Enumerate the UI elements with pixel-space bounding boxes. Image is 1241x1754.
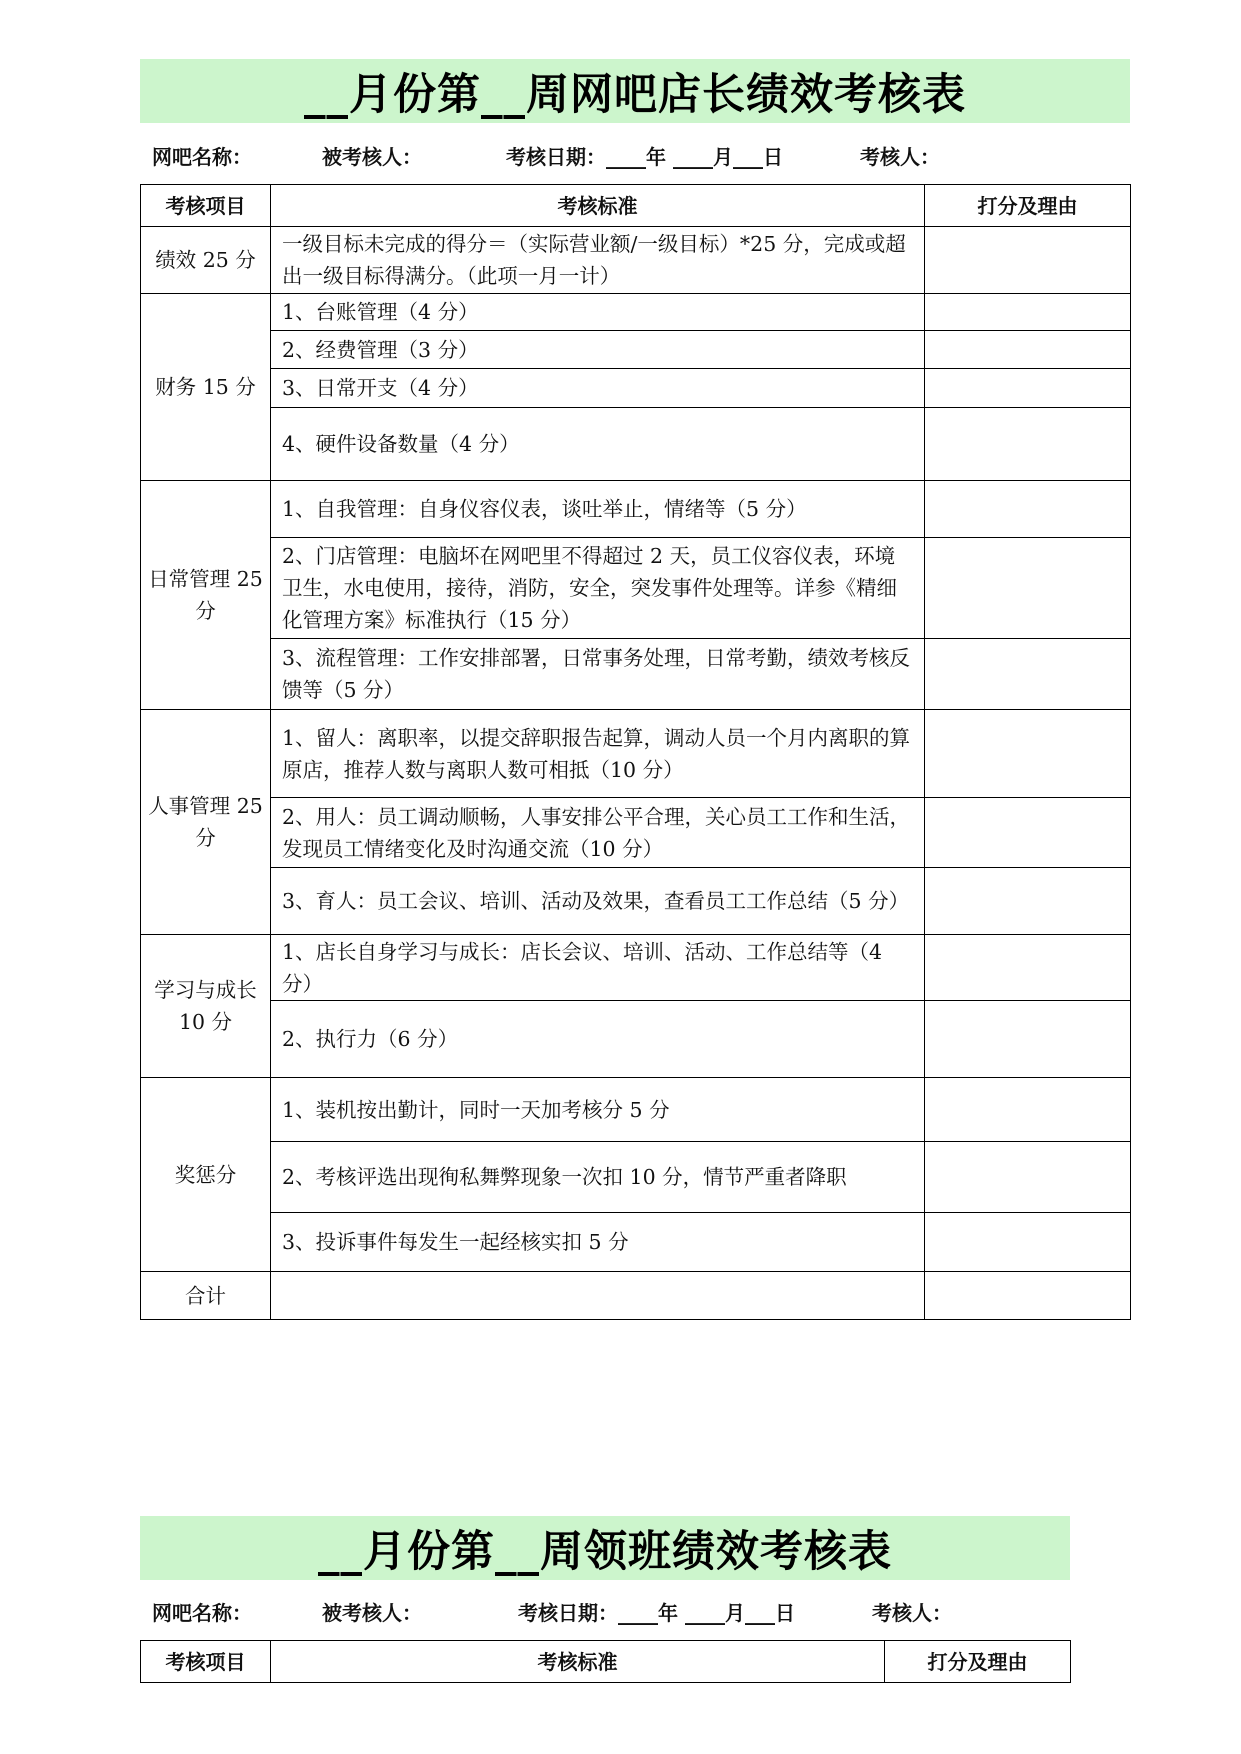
criterion-cell: 3、流程管理：工作安排部署，日常事务处理，日常考勤，绩效考核反馈等（5 分） bbox=[271, 639, 925, 710]
criterion-cell: 一级目标未完成的得分＝（实际营业额/一级目标）*25 分，完成或超出一级目标得满分。（此项一月一计） bbox=[271, 227, 925, 294]
criterion-cell: 1、自我管理：自身仪容仪表，谈吐举止，情绪等（5 分） bbox=[271, 481, 925, 538]
score-cell[interactable] bbox=[925, 935, 1131, 1001]
criterion-cell: 1、台账管理（4 分） bbox=[271, 294, 925, 331]
form2-title: __月份第__周领班绩效考核表 bbox=[140, 1516, 1070, 1580]
score-cell[interactable] bbox=[925, 369, 1131, 408]
criterion-cell: 3、日常开支（4 分） bbox=[271, 369, 925, 408]
form1-title: __月份第__周网吧店长绩效考核表 bbox=[140, 59, 1130, 123]
total-row bbox=[141, 1272, 1131, 1320]
assessee-label: 被考核人： bbox=[322, 1601, 422, 1625]
score-cell[interactable] bbox=[925, 331, 1131, 369]
assessment-date-label: 考核日期：____年 ____月___日 bbox=[506, 145, 783, 169]
header-standard: 考核标准 bbox=[271, 1641, 885, 1683]
score-cell[interactable] bbox=[925, 1142, 1131, 1213]
table-row bbox=[141, 935, 1131, 1001]
criterion-cell: 2、门店管理：电脑坏在网吧里不得超过 2 天，员工仪容仪表，环境卫生，水电使用，接待，消防，安全，突发事件处理等。详参《精细化管理方案》标准执行（15 分） bbox=[271, 538, 925, 639]
criterion-cell: 2、考核评选出现徇私舞弊现象一次扣 10 分，情节严重者降职 bbox=[271, 1142, 925, 1213]
score-cell[interactable] bbox=[925, 798, 1131, 868]
table-header-row bbox=[141, 1641, 1071, 1683]
table-row bbox=[141, 798, 1131, 868]
header-score: 打分及理由 bbox=[885, 1641, 1071, 1683]
score-cell[interactable] bbox=[925, 639, 1131, 710]
criterion-cell: 3、投诉事件每发生一起经核实扣 5 分 bbox=[271, 1213, 925, 1272]
assessor-label: 考核人： bbox=[860, 145, 940, 169]
criterion-cell: 1、装机按出勤计，同时一天加考核分 5 分 bbox=[271, 1078, 925, 1142]
score-cell[interactable] bbox=[925, 868, 1131, 935]
category-cell: 奖惩分 bbox=[141, 1078, 271, 1272]
criterion-cell: 1、店长自身学习与成长：店长会议、培训、活动、工作总结等（4 分） bbox=[271, 935, 925, 1001]
criterion-cell: 1、留人：离职率，以提交辞职报告起算，调动人员一个月内离职的算原店，推荐人数与离职人数可相抵（10 分） bbox=[271, 710, 925, 798]
score-cell[interactable] bbox=[925, 294, 1131, 331]
table-row bbox=[141, 227, 1131, 294]
category-cell: 绩效 25 分 bbox=[141, 227, 271, 294]
table-row bbox=[141, 639, 1131, 710]
assessor-label: 考核人： bbox=[872, 1601, 952, 1625]
category-cell: 学习与成长 10 分 bbox=[141, 935, 271, 1078]
header-score: 打分及理由 bbox=[925, 185, 1131, 227]
table-row bbox=[141, 710, 1131, 798]
table-row bbox=[141, 408, 1131, 481]
criterion-cell: 2、执行力（6 分） bbox=[271, 1001, 925, 1078]
score-cell[interactable] bbox=[925, 1213, 1131, 1272]
assessee-label: 被考核人： bbox=[322, 145, 422, 169]
table-row bbox=[141, 331, 1131, 369]
assessment-date-label: 考核日期：____年 ____月___日 bbox=[518, 1601, 795, 1625]
criterion-cell: 4、硬件设备数量（4 分） bbox=[271, 408, 925, 481]
total-label: 合计 bbox=[141, 1272, 271, 1320]
category-cell: 人事管理 25 分 bbox=[141, 710, 271, 935]
table-header-row bbox=[141, 185, 1131, 227]
table-row bbox=[141, 538, 1131, 639]
criterion-cell: 3、育人：员工会议、培训、活动及效果，查看员工工作总结（5 分） bbox=[271, 868, 925, 935]
criterion-cell: 2、经费管理（3 分） bbox=[271, 331, 925, 369]
total-criterion-cell[interactable] bbox=[271, 1272, 925, 1320]
header-item: 考核项目 bbox=[141, 185, 271, 227]
total-score-cell[interactable] bbox=[925, 1272, 1131, 1320]
score-cell[interactable] bbox=[925, 1001, 1131, 1078]
score-cell[interactable] bbox=[925, 538, 1131, 639]
form2-table bbox=[140, 1640, 1071, 1683]
category-cell: 财务 15 分 bbox=[141, 294, 271, 481]
score-cell[interactable] bbox=[925, 408, 1131, 481]
table-row bbox=[141, 1142, 1131, 1213]
criterion-cell: 2、用人：员工调动顺畅，人事安排公平合理，关心员工工作和生活，发现员工情绪变化及时沟通交流（10 分） bbox=[271, 798, 925, 868]
table-row bbox=[141, 369, 1131, 408]
table-row bbox=[141, 1001, 1131, 1078]
table-row bbox=[141, 1078, 1131, 1142]
table-row bbox=[141, 868, 1131, 935]
score-cell[interactable] bbox=[925, 1078, 1131, 1142]
header-standard: 考核标准 bbox=[271, 185, 925, 227]
cafe-name-label: 网吧名称： bbox=[152, 1601, 252, 1625]
cafe-name-label: 网吧名称： bbox=[152, 145, 252, 169]
header-item: 考核项目 bbox=[141, 1641, 271, 1683]
category-cell: 日常管理 25 分 bbox=[141, 481, 271, 710]
score-cell[interactable] bbox=[925, 481, 1131, 538]
table-row bbox=[141, 294, 1131, 331]
score-cell[interactable] bbox=[925, 227, 1131, 294]
table-row bbox=[141, 1213, 1131, 1272]
table-row bbox=[141, 481, 1131, 538]
score-cell[interactable] bbox=[925, 710, 1131, 798]
form1-table bbox=[140, 184, 1131, 1320]
